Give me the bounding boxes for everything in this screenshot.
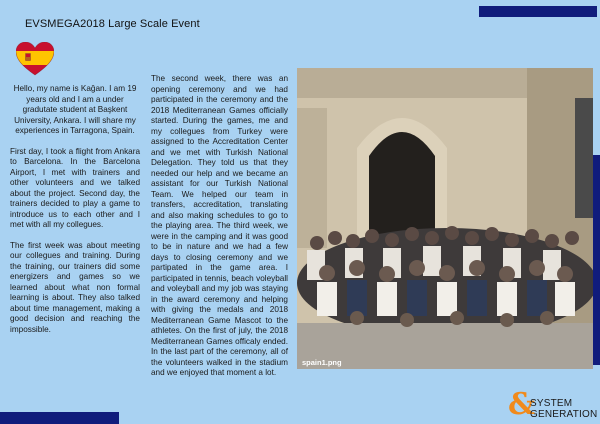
decor-bar-bottom-left bbox=[0, 412, 119, 424]
logo-line-2: GENERATION bbox=[530, 409, 598, 420]
first-day-paragraph: First day, I took a flight from Ankara to Barcelona. In the Barcelona Airport, I met with trainers and other volunteers and we talked about the project. Second day, the trainers decided to play a game to introduce us to each other and I met with all my collegues. bbox=[10, 146, 140, 229]
page-title: EVSMEGA2018 Large Scale Event bbox=[25, 18, 200, 30]
logo-line-1: SYSTEM bbox=[530, 398, 573, 409]
photo-caption: spain1.png bbox=[302, 358, 342, 367]
system-generation-logo bbox=[508, 387, 600, 424]
middle-text-column bbox=[151, 74, 288, 389]
decor-bar-top-right bbox=[479, 6, 597, 17]
intro-paragraph: Hello, my name is Kağan. I am 19 years old and I am a under gradutate student at Başkent University, Ankara. I will share my experiences in Tarragona, Spain. bbox=[13, 84, 137, 135]
first-week-paragraph: The first week was about meeting our collegues and training. During the training, our trainers did some energizers and games so we learned about what non formal learning is about. They also talked about time management, making a good decision and reaching the impossible. bbox=[10, 240, 140, 334]
logo-ampersand: & bbox=[508, 387, 536, 422]
decor-bar-right-side bbox=[593, 155, 600, 365]
group-photo bbox=[297, 68, 593, 369]
second-week-paragraph: The second week, there was an opening ceremony and we had participated in the ceremony and the 2018 Mediterranean Games officially started. During the games, me and my collegues from Turkey were assigned to the Accreditation Center and we met with Turkish National Delegation. They told us that they needed our help and we became an assistant for our Turkish National Team. We helped our team in transfers, accreditation, translating and also making schedules to go to the playing area. The third week, we were in the camping and it was good to be in nature and we had a few days to closing ceremony and we partipated in the game area. I participated in tennis, beach voleyball and voleyball and my job was staying in the award ceremony and helping with giving the medals and 2018 Mediterranean Game Mascot to the athletes. On the first of july, the 2018 Mediterranean Games officaly ended. In the last part of the ceremony, all of the volunteers walked in the stadium and we enjoyed that moment a lot. bbox=[151, 74, 288, 377]
left-text-column bbox=[10, 84, 140, 345]
spain-heart-flag-icon bbox=[16, 42, 54, 76]
